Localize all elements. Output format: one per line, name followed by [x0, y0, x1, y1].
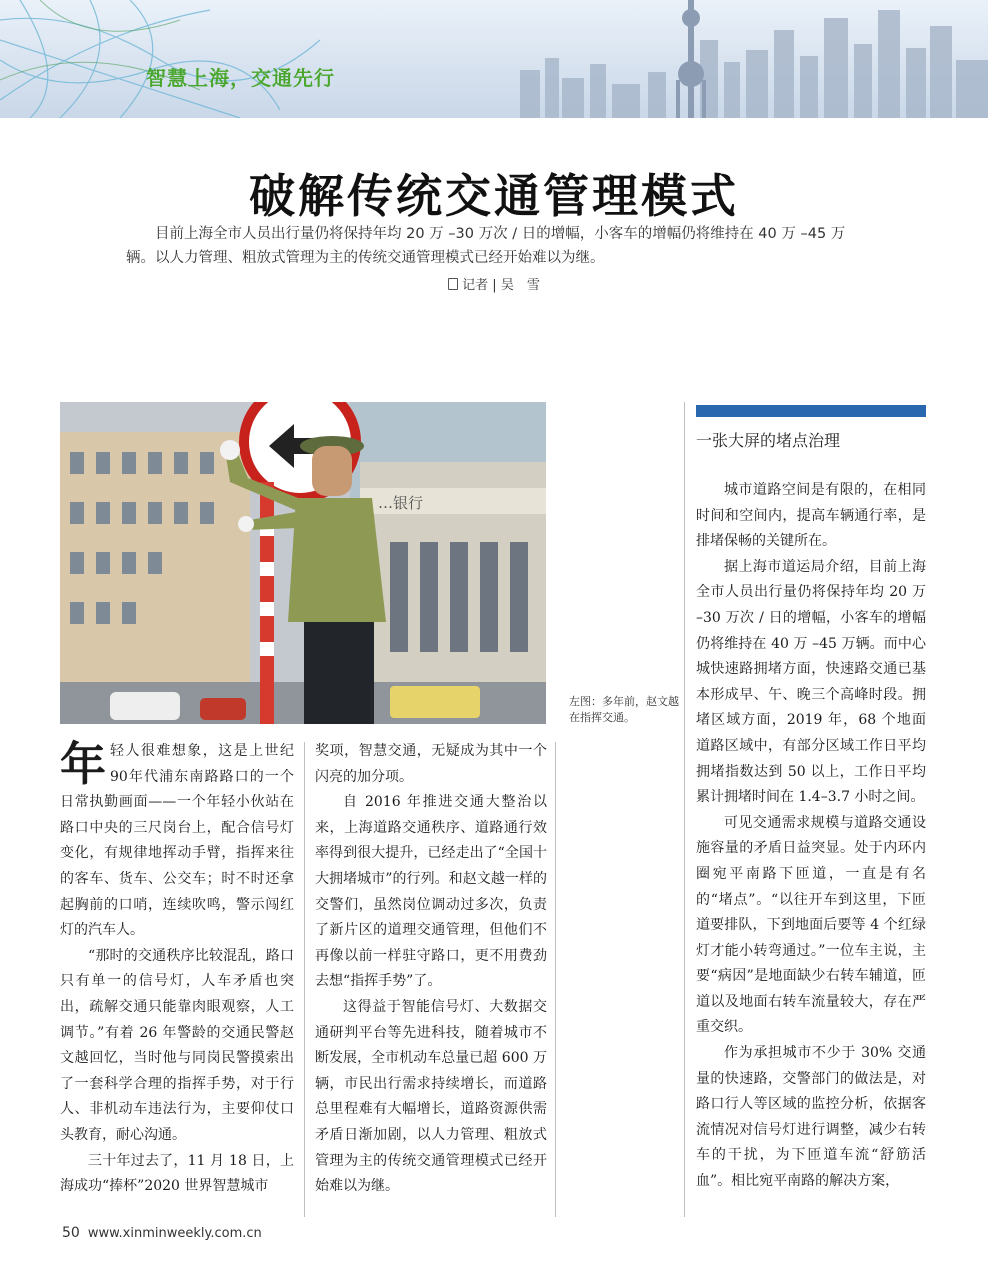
article-title: 破解传统交通管理模式 — [249, 169, 739, 223]
header-banner — [0, 0, 988, 118]
column-divider — [555, 742, 556, 1217]
paragraph: 奖项，智慧交通，无疑成为其中一个闪亮的加分项。 — [315, 743, 547, 785]
body-column-2 — [315, 739, 547, 1200]
website-link[interactable]: www.xinminweekly.com.cn — [87, 1226, 262, 1241]
section-heading: 一张大屏的堵点治理 — [696, 431, 841, 450]
paragraph: 这得益于智能信号灯、大数据交通研判平台等先进科技，随着城市不断发展，全市机动车总量已超 600 万辆，市民出行需求持续增长，而道路总里程难有大幅增长，道路资源供需矛盾日渐加剧，以人力管理、粗放式管理为主的传统交通管理模式已经开始难以为继。 — [315, 998, 547, 1195]
page-footer — [62, 1225, 262, 1241]
bank-sign-text: …银行 — [378, 494, 424, 512]
paragraph-text: 轻人很难想象，这是上世纪90年代浦东南路路口的一个日常执勤画面——一个年轻小伙站在路口中央的三尺岗台上，配合信号灯变化，有规律地挥动手臂，指挥来往的客车、货车、公交车；时不时还拿起胸前的口哨，连续吹鸣，警示闯红灯的汽车人。 — [60, 743, 294, 939]
body-column-1 — [60, 739, 294, 1200]
paragraph: 城市道路空间是有限的，在相同时间和空间内，提高车辆通行率，是排堵保畅的关键所在。 — [696, 482, 926, 550]
byline-text: 记者 | 吴 雪 — [462, 278, 540, 293]
paragraph: 作为承担城市不少于 30% 交通量的快速路，交警部门的做法是，对路口行人等区域的监控分析，依据客流情况对信号灯进行调整，减少右转车的干扰，为下匝道车流“舒筋活血”。相比宛平南路的解决方案， — [696, 1045, 926, 1190]
paragraph: 三十年过去了，11 月 18 日，上海成功“捧杯”2020 世界智慧城市 — [60, 1152, 294, 1195]
pen-icon — [448, 278, 458, 290]
dropcap: 年 — [60, 737, 106, 791]
column-divider — [304, 742, 305, 1217]
paragraph — [60, 739, 294, 944]
section-title: 智慧上海，交通先行 — [146, 66, 335, 90]
city-skyline-graphic — [0, 0, 988, 118]
traffic-police-photo — [60, 402, 546, 724]
page-number: 50 — [62, 1225, 80, 1241]
byline — [0, 274, 988, 293]
article-photo — [60, 402, 546, 724]
section-accent-bar — [696, 405, 926, 417]
paragraph: 可见交通需求规模与道路交通设施容量的矛盾日益突显。处于内环内圈宛平南路下匝道，一直是有名的“堵点”。“以往开车到这里，下匝道要排队，下到地面后要等 4 个红绿灯才能小转弯通过。”一位车主说，主要“病因”是地面缺少右转车辅道，匝道以及地面右转车流量较大，存在严重交织。 — [696, 814, 926, 1036]
column-divider — [684, 402, 685, 1217]
paragraph: “那时的交通秩序比较混乱，路口只有单一的信号灯，人车矛盾也突出，疏解交通只能靠肉眼观察，人工调节。”有着 26 年警龄的交通民警赵文越回忆，当时他与同岗民警摸索出了一套科学合理的指挥手势，对于行人、非机动车违法行为，主要仰仗口头教育，耐心沟通。 — [60, 947, 294, 1143]
article-deck: 目前上海全市人员出行量仍将保持年均 20 万 –30 万次 / 日的增幅，小客车的增幅仍将维持在 40 万 –45 万辆。以人力管理、粗放式管理为主的传统交通管理模式已经开始难以为继。 — [126, 226, 846, 266]
photo-caption: 左图：多年前，赵文越在指挥交通。 — [569, 695, 679, 724]
body-column-3 — [696, 478, 926, 1195]
paragraph: 据上海市道运局介绍，目前上海全市人员出行量仍将保持年均 20 万 –30 万次 / 日的增幅，小客车的增幅仍将维持在 40 万 –45 万辆。而中心城快速路拥堵方面，快速路交通已基本形成早、午、晚三个高峰时段。拥堵区域方面，2019 年，68 个地面道路区域中，有部分区域工作日平均拥堵指数达到 50 以上，工作日平均累计拥堵时间在 1.4–3.7 小时之间。 — [696, 558, 926, 806]
paragraph: 自 2016 年推进交通大整治以来，上海道路交通秩序、道路通行效率得到很大提升，已经走出了“全国十大拥堵城市”的行列。和赵文越一样的交警们，虽然岗位调动过多次，负责了新片区的道理交通管理，但他们不再像以前一样驻守路口，更不用费劲去想“指挥手势”了。 — [315, 794, 547, 990]
